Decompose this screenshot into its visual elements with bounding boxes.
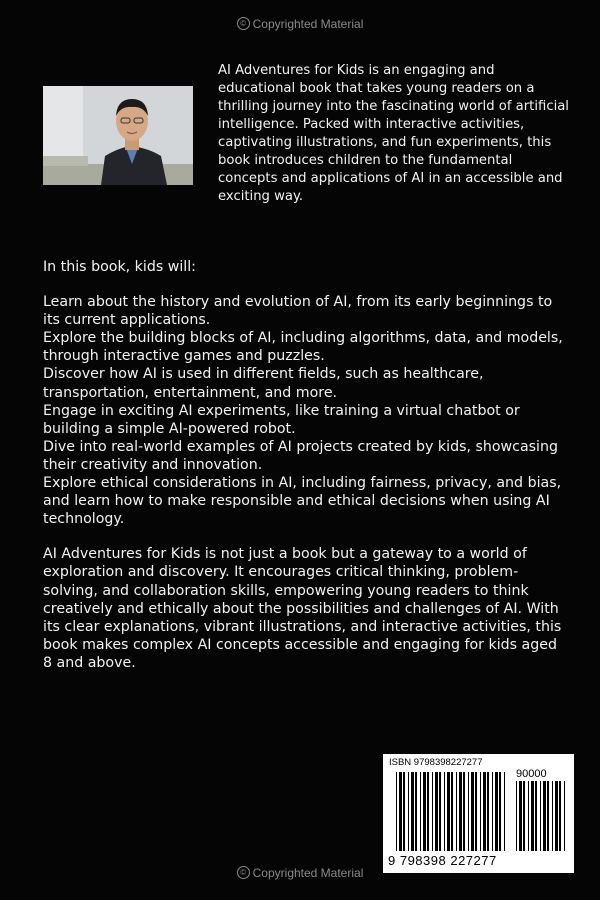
- copyright-watermark-top: [0, 17, 600, 31]
- watermark-text: Copyrighted Material: [252, 17, 364, 31]
- intro-text: In this book, kids will:: [43, 259, 196, 275]
- book-blurb: AI Adventures for Kids is an engaging and educational book that takes young readers on a thrilling journey into the fascinating world of artificial intelligence. Packed with interactive activities, captivating illustrations, and fun experiments, this book introduces children to the fundamental concepts and applications of AI in an accessible and exciting way.: [218, 63, 569, 204]
- feature-item: Discover how AI is used in different fields, such as healthcare, transportation, entertainment, and more.: [43, 366, 484, 401]
- isbn-digits: 9 798398 227277: [388, 853, 497, 868]
- feature-item: Explore ethical considerations in AI, including fairness, privacy, and bias, and learn how to make responsible and ethical decisions when using AI technology.: [43, 475, 562, 528]
- copyright-icon: ©: [237, 866, 250, 879]
- isbn-label: ISBN 9798398227277: [389, 757, 483, 768]
- feature-item: Explore the building blocks of AI, including algorithms, data, and models, through interactive games and puzzles.: [43, 330, 563, 365]
- isbn-barcode: [383, 754, 574, 873]
- feature-list: [43, 293, 563, 528]
- author-portrait-image: [43, 86, 193, 185]
- feature-item: Dive into real-world examples of AI projects created by kids, showcasing their creativity and innovation.: [43, 438, 558, 473]
- closing-paragraph: AI Adventures for Kids is not just a book but a gateway to a world of exploration and discovery. It encourages critical thinking, problem-solving, and collaboration skills, empowering young readers to think creatively and ethically about the possibilities and challenges of AI. With its clear explanations, vibrant illustrations, and interactive activities, this book makes complex AI concepts accessible and engaging for kids aged 8 and above.: [43, 546, 562, 671]
- price-code: 90000: [516, 768, 547, 780]
- watermark-text: Copyrighted Material: [252, 866, 364, 880]
- author-photo: [43, 86, 193, 185]
- copyright-icon: ©: [237, 17, 250, 30]
- copyright-watermark-bottom: [0, 866, 600, 880]
- book-description: [43, 258, 563, 672]
- feature-item: Engage in exciting AI experiments, like training a virtual chatbot or building a simple AI-powered robot.: [43, 402, 520, 437]
- feature-item: Learn about the history and evolution of AI, from its early beginnings to its current applications.: [43, 294, 553, 329]
